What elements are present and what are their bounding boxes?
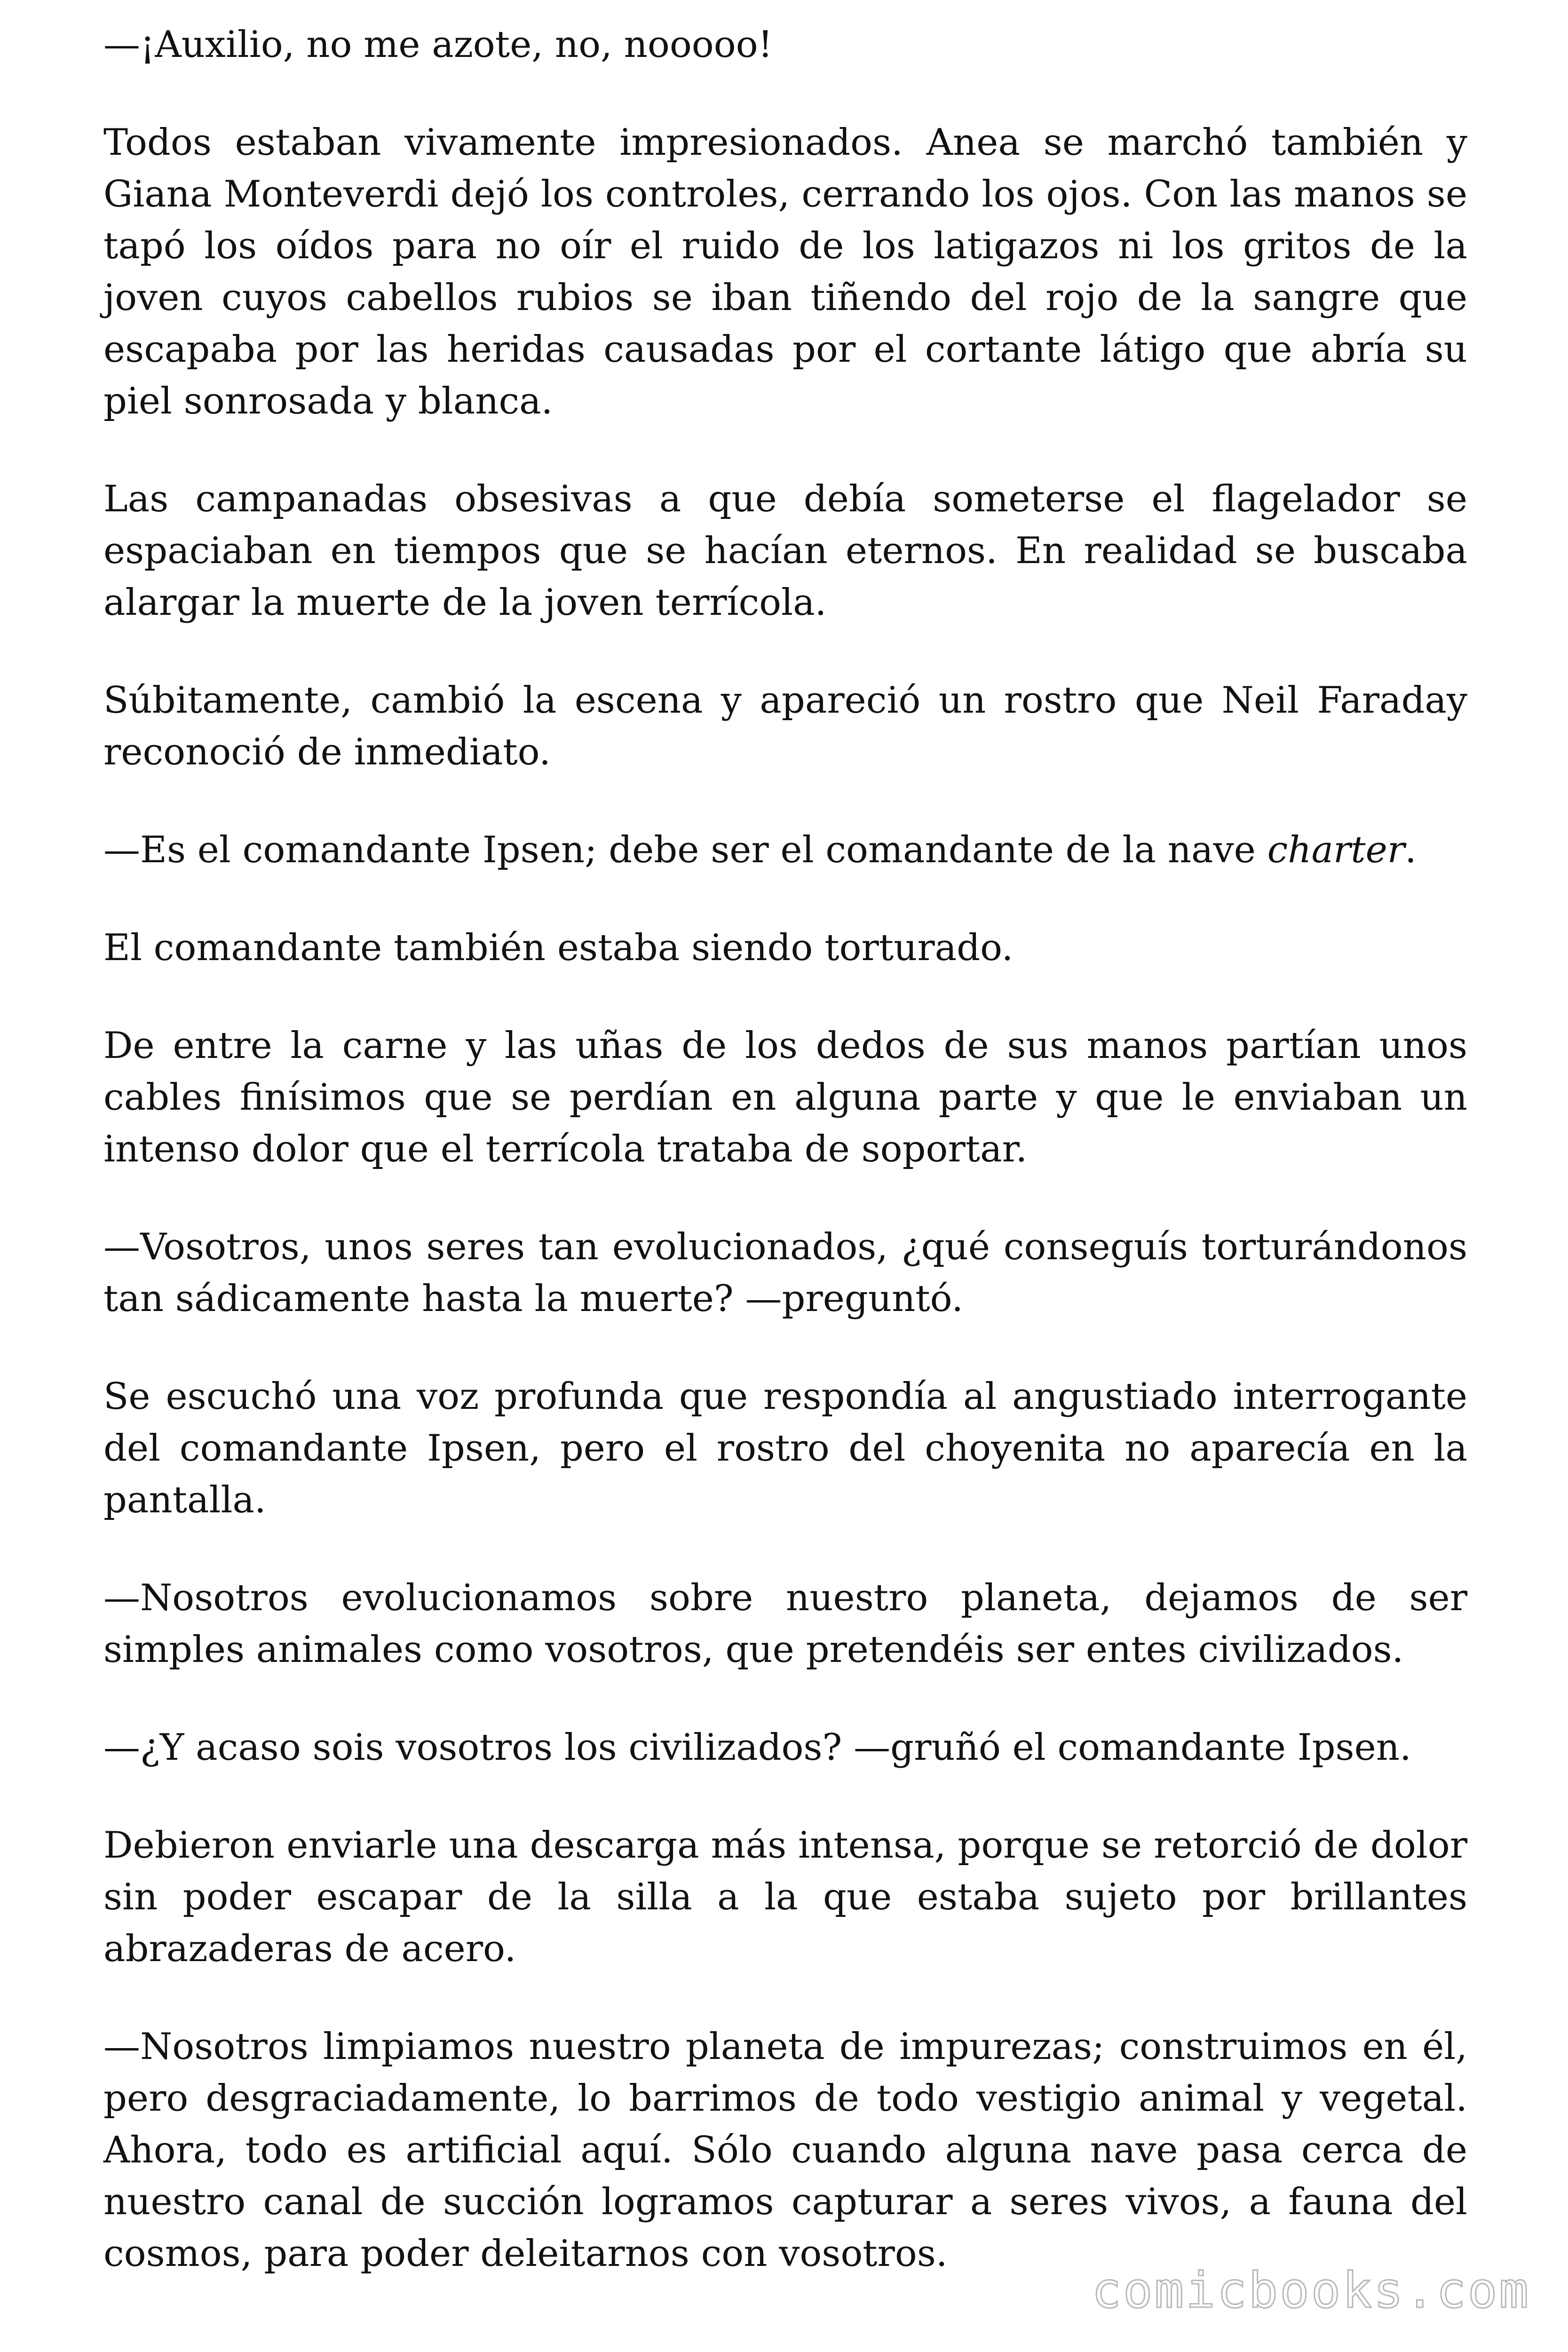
paragraph-5-text: —Es el comandante Ipsen; debe ser el comandante de la nave	[103, 829, 1267, 871]
paragraph-10: —Nosotros evolucionamos sobre nuestro planeta, dejamos de ser simples animales como vosotros, que pretendéis ser entes civilizados.	[103, 1577, 1467, 1671]
watermark: comicbooks.com	[1092, 2262, 1530, 2319]
paragraph-4: Súbitamente, cambió la escena y apareció un rostro que Neil Faraday reconoció de inmediato.	[103, 679, 1467, 773]
paragraph-1: —¡Auxilio, no me azote, no, nooooo!	[103, 24, 773, 66]
paragraph-12: Debieron enviarle una descarga más intensa, porque se retorció de dolor sin poder escapar de la silla a la que estaba sujeto por brillantes abrazaderas de acero.	[103, 1824, 1467, 1970]
paragraph-7: De entre la carne y las uñas de los dedos de sus manos partían unos cables finísimos que se perdían en alguna parte y que le enviaban un intenso dolor que el terrícola trataba de soportar.	[103, 1025, 1467, 1170]
paragraph-6: El comandante también estaba siendo torturado.	[103, 927, 1014, 969]
paragraph-8: —Vosotros, unos seres tan evolucionados, ¿qué conseguís torturándonos tan sádicamente hasta la muerte? —preguntó.	[103, 1226, 1467, 1320]
paragraph-5	[103, 824, 1467, 876]
paragraph-9: Se escuchó una voz profunda que respondía al angustiado interrogante del comandante Ipsen, pero el rostro del choyenita no aparecía en la pantalla.	[103, 1375, 1467, 1521]
paragraph-13: —Nosotros limpiamos nuestro planeta de impurezas; construimos en él, pero desgraciadamente, lo barrimos de todo vestigio animal y vegetal. Ahora, todo es artificial aquí. Sólo cuando alguna nave pasa cerca de nuestro canal de succión logramos capturar a seres vivos, a fauna del cosmos, para poder deleitarnos con vosotros.	[103, 2026, 1467, 2275]
paragraph-11: —¿Y acaso sois vosotros los civilizados? —gruñó el comandante Ipsen.	[103, 1726, 1411, 1769]
book-page	[103, 19, 1467, 2326]
italic-word: charter	[1267, 829, 1405, 871]
paragraph-2: Todos estaban vivamente impresionados. Anea se marchó también y Giana Monteverdi dejó los controles, cerrando los ojos. Con las manos se tapó los oídos para no oír el ruido de los latigazos ni los gritos de la joven cuyos cabellos rubios se iban tiñendo del rojo de la sangre que escapaba por las heridas causadas por el cortante látigo que abría su piel sonrosada y blanca.	[103, 121, 1467, 422]
paragraph-5-end: .	[1405, 829, 1417, 871]
paragraph-3: Las campanadas obsesivas a que debía someterse el flagelador se espaciaban en tiempos que se hacían eternos. En realidad se buscaba alargar la muerte de la joven terrícola.	[103, 478, 1467, 624]
